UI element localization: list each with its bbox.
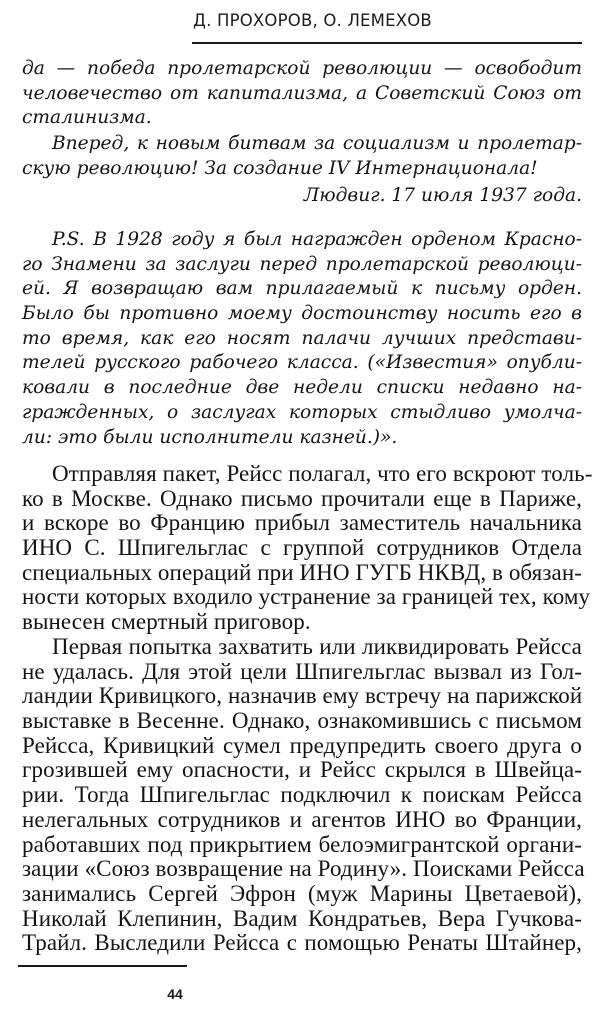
text-line: Трайл. Выследили Рейсса с помощью Ренаты Штайнер,	[22, 930, 582, 956]
text-line: то время, как его носят палачи лучших представи-	[22, 327, 582, 349]
text-line: зации «Союз возвращение на Родину». Поисками Рейсса	[22, 856, 585, 882]
text-line: ИНО С. Шпигельглас с группой сотрудников Отдела	[22, 535, 582, 561]
text-line: телей русского рабочего класса. («Известия» опубли-	[22, 352, 582, 374]
text-line: занимались Сергей Эфрон (муж Марины Цветаевой),	[22, 880, 582, 906]
text-line: го Знамени за заслуги перед пролетарской революци-	[22, 253, 582, 275]
text-line: грозившей ему опасности, и Рейсс скрылся в Швейца-	[22, 757, 582, 783]
text-line: человечество от капитализма, а Советский Союз от	[22, 82, 582, 104]
footer-rule	[18, 965, 187, 967]
text-line: ей. Я возвращаю вам прилагаемый к письму орден.	[22, 278, 582, 300]
text-line: специальных операций при ИНО ГУГБ НКВД, в обязан-	[22, 559, 582, 585]
text-line: Было бы противно моему достоинству носить его в	[22, 303, 582, 325]
text-line: ковали в последние две недели списки недавно на-	[22, 377, 582, 399]
text-line: не удалась. Для этой цели Шпигельглас вызвал из Гол-	[22, 658, 582, 684]
letter-signature	[22, 184, 582, 209]
running-head: Д. ПРОХОРОВ, О. ЛЕМЕХОВ	[193, 11, 432, 30]
text-line: Рейсса, Кривицкий сумел предупредить своего друга о	[22, 732, 582, 758]
text-line: Николай Клепинин, Вадим Кондратьев, Вера Гучкова-	[22, 905, 582, 931]
letter-continuation	[22, 57, 582, 131]
text-line: да — победа пролетарской революции — освободит	[22, 58, 582, 79]
paragraph-1	[22, 461, 593, 635]
text-line: рии. Тогда Шпигельглас подключил к поискам Рейсса	[22, 782, 582, 808]
text-line: выставке в Весенне. Однако, ознакомившись с письмом	[22, 708, 582, 734]
text-line: Первая попытка захватить или ликвидировать Рейсса	[52, 634, 582, 659]
text-line: нелегальных сотрудников и агентов ИНО во Франции,	[22, 806, 582, 832]
text-line: работавших под прикрытием белоэмигрантской органи-	[22, 831, 582, 857]
text-line: Отправляя пакет, Рейсс полагал, что его вскроют толь-	[52, 461, 593, 486]
text-line: вынесен смертный приговор.	[22, 609, 311, 635]
text-line: скую революцию! За создание IV Интернационала!	[22, 157, 538, 179]
page-number: 44	[167, 986, 183, 1002]
text-line: ко в Москве. Однако письмо прочитали еще в Париже,	[22, 485, 582, 511]
paragraph-2	[22, 634, 585, 956]
postscript	[22, 228, 582, 450]
text-line: гражденных, о заслугах которых стыдливо умолча-	[22, 401, 582, 423]
signature-line: Людвиг. 17 июля 1937 года.	[303, 185, 582, 206]
letter-call	[22, 132, 582, 181]
text-line: и вскоре во Францию прибыл заместитель начальника	[22, 510, 582, 536]
text-line: P.S. В 1928 году я был награжден орденом Красно-	[52, 229, 582, 250]
text-line: сталинизма.	[22, 107, 152, 129]
text-line: Вперед, к новым битвам за социализм и пролетар-	[52, 133, 582, 154]
text-line: ландии Кривицкого, назначив ему встречу на парижской	[22, 683, 583, 709]
text-line: ности которых входило устранение за границей тех, кому	[22, 584, 591, 610]
text-line: ли: это были исполнители казней.)».	[22, 426, 398, 448]
header-rule	[192, 42, 582, 44]
